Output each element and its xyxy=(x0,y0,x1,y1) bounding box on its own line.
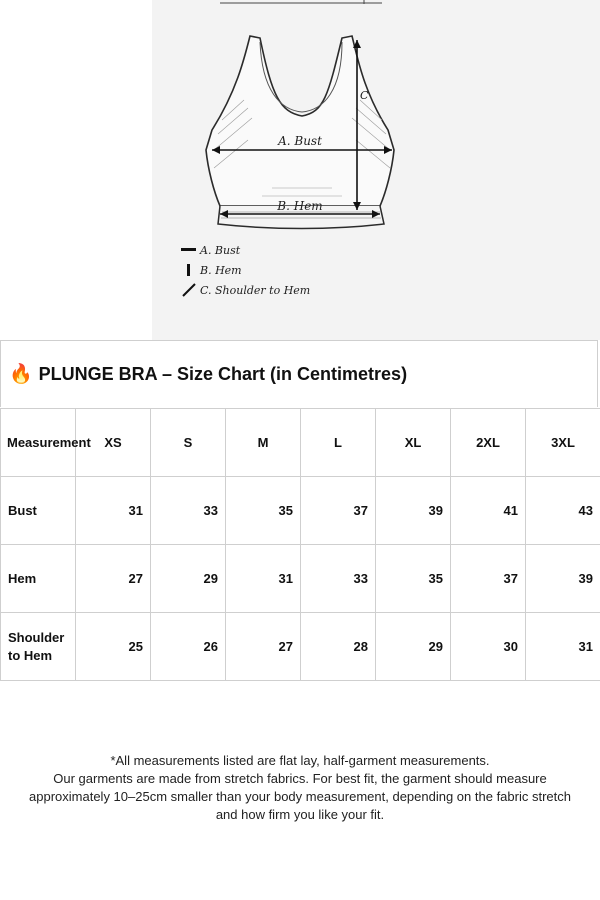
legend-item-hem xyxy=(180,260,310,280)
measurement-legend xyxy=(180,240,310,300)
flame-icon: 🔥 xyxy=(9,364,33,385)
table-cell: 31 xyxy=(526,613,600,681)
table-cell: 27 xyxy=(76,545,151,613)
table-row xyxy=(1,477,600,545)
table-cell: 29 xyxy=(376,613,451,681)
column-header-size: L xyxy=(301,409,376,477)
table-cell: 37 xyxy=(451,545,526,613)
label-bust: A. Bust xyxy=(278,134,322,148)
table-cell: 33 xyxy=(151,477,226,545)
table-cell: 39 xyxy=(526,545,600,613)
flat-lay-note: *All measurements listed are flat lay, half-garment measurements. xyxy=(110,753,490,768)
legend-label: B. Hem xyxy=(200,263,242,277)
table-cell: 33 xyxy=(301,545,376,613)
diagonal-line-icon xyxy=(180,283,198,297)
table-cell: 31 xyxy=(226,545,301,613)
table-row xyxy=(1,613,600,681)
table-cell: 28 xyxy=(301,613,376,681)
column-header-size: 3XL xyxy=(526,409,600,477)
measurement-notes xyxy=(18,752,582,824)
row-label: Bust xyxy=(1,477,76,545)
fit-advice-note: Our garments are made from stretch fabrics. For best fit, the garment should measure approximately 10–25cm smaller than your body measurement, depending on the fabric stretch and how firm you like your fit. xyxy=(29,771,571,822)
table-cell: 29 xyxy=(151,545,226,613)
horizontal-bar-icon xyxy=(180,247,198,253)
table-row xyxy=(1,545,600,613)
row-label: Shoulder to Hem xyxy=(1,613,76,681)
column-header-size: XL xyxy=(376,409,451,477)
table-cell: 31 xyxy=(76,477,151,545)
table-cell: 25 xyxy=(76,613,151,681)
table-cell: 27 xyxy=(226,613,301,681)
size-chart-table xyxy=(0,408,600,681)
column-header-size: 2XL xyxy=(451,409,526,477)
legend-label: A. Bust xyxy=(200,243,241,257)
label-hem: B. Hem xyxy=(277,199,323,213)
column-header-measurement: Measurement xyxy=(1,409,76,477)
table-cell: 35 xyxy=(226,477,301,545)
legend-item-bust xyxy=(180,240,310,260)
column-header-size: M xyxy=(226,409,301,477)
table-cell: 37 xyxy=(301,477,376,545)
table-cell: 41 xyxy=(451,477,526,545)
column-header-size: XS xyxy=(76,409,151,477)
row-label: Hem xyxy=(1,545,76,613)
table-cell: 39 xyxy=(376,477,451,545)
page-title: PLUNGE BRA – Size Chart (in Centimetres) xyxy=(38,363,408,384)
vertical-bar-icon xyxy=(180,264,198,276)
legend-label: C. Shoulder to Hem xyxy=(200,283,311,297)
table-cell: 26 xyxy=(151,613,226,681)
legend-item-shoulder xyxy=(180,280,310,300)
table-header-row xyxy=(1,409,600,477)
size-chart-title-bar xyxy=(0,340,598,407)
label-shoulder: C xyxy=(360,89,369,102)
column-header-size: S xyxy=(151,409,226,477)
table-cell: 43 xyxy=(526,477,600,545)
table-cell: 35 xyxy=(376,545,451,613)
table-cell: 30 xyxy=(451,613,526,681)
